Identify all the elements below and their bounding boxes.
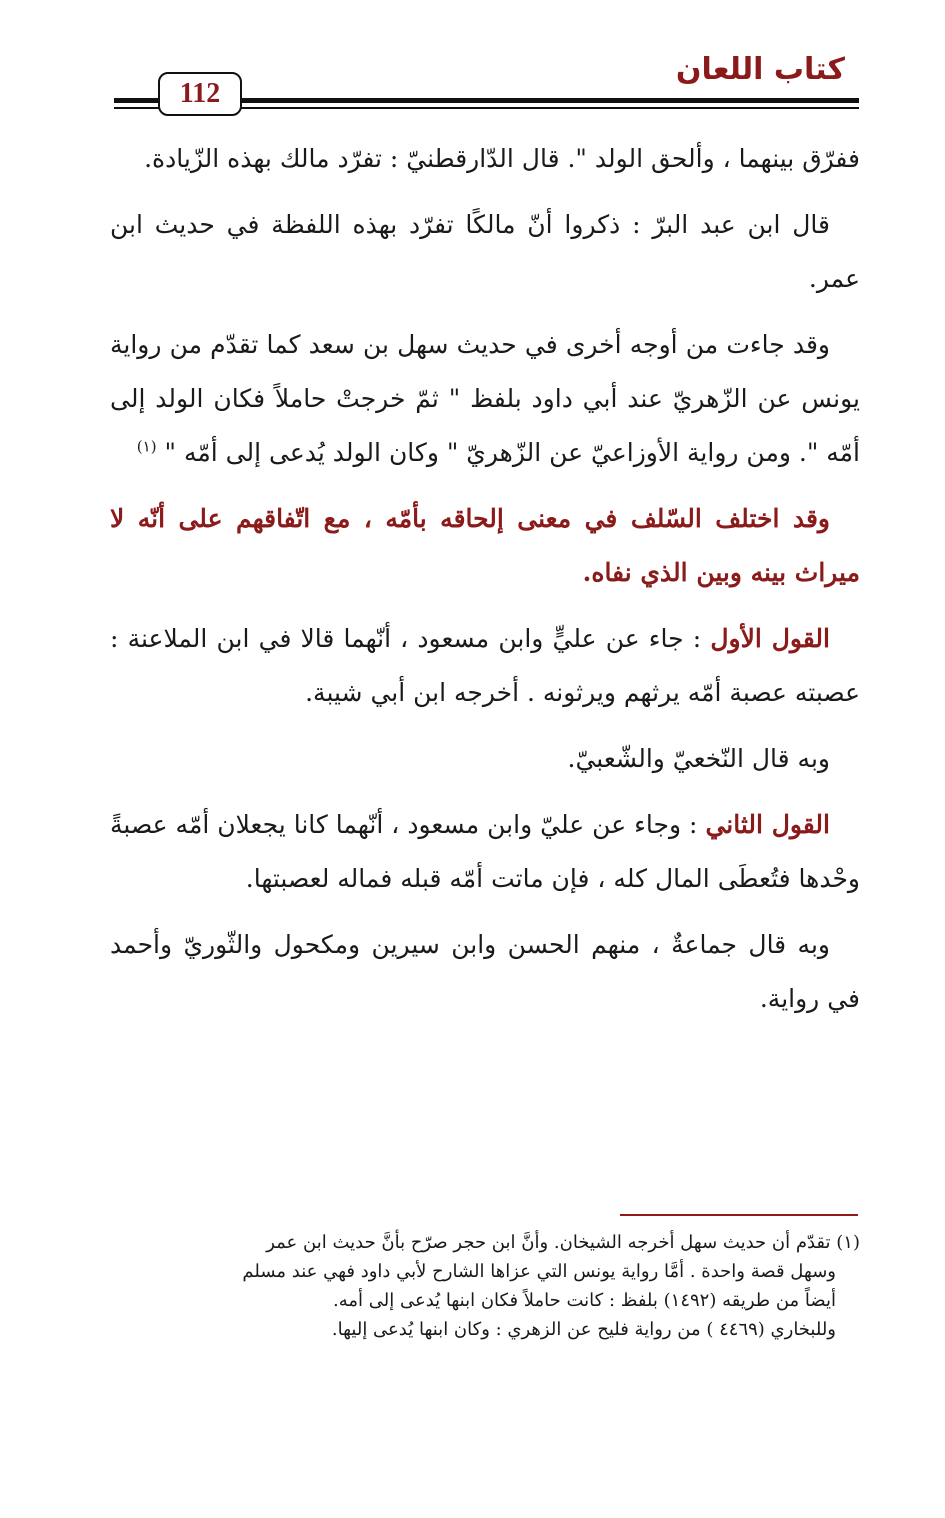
paragraph-3 <box>110 318 860 480</box>
first-opinion-heading: القول الأول <box>710 624 830 653</box>
paragraph-2: قال ابن عبد البرّ : ذكروا أنّ مالكًا تفرّد بهذه اللفظة في حديث ابن عمر. <box>110 210 860 293</box>
second-opinion-text: : وجاء عن عليّ وابن مسعود ، أنّهما كانا يجعلان أمّه عصبةً وحْدها فتُعطَى المال كله ، فإن ماتت أمّه قبله فماله لعصبتها. <box>110 810 860 893</box>
paragraph-4-highlight: وقد اختلف السّلف في معنى إلحاقه بأمّه ، مع اتّفاقهم على أنّه لا ميراث بينه وبين الذي نفاه. <box>110 504 860 587</box>
footnote-reference[interactable]: (١) <box>136 437 157 456</box>
page-number: 112 <box>158 72 242 116</box>
first-opinion-text: : جاء عن عليٍّ وابن مسعود ، أنّهما قالا في ابن الملاعنة : عصبته عصبة أمّه يرثهم ويرثونه . أخرجه ابن أبي شيبة. <box>110 624 860 707</box>
paragraph-5 <box>110 612 860 720</box>
main-text <box>110 132 860 1038</box>
footnote-separator <box>620 1214 858 1216</box>
second-opinion-heading: القول الثاني <box>705 810 830 839</box>
paragraph-1: ففرّق بينهما ، وألحق الولد ". قال الدّارقطنيّ : تفرّد مالك بهذه الزّيادة. <box>144 144 860 173</box>
chapter-title: كتاب اللعان <box>675 52 845 87</box>
footnote-1-line-1: (١) تقدّم أن حديث سهل أخرجه الشيخان. وأنَّ ابن حجر صرّح بأنَّ حديث ابن عمر <box>266 1232 860 1253</box>
footnote-1-line-4: وللبخاري (٤٤٦٩ ) من رواية فليح عن الزهري : وكان ابنها يُدعى إليها. <box>331 1319 836 1340</box>
paragraph-6: وبه قال النّخعيّ والشّعبيّ. <box>567 744 830 773</box>
paragraph-8: وبه قال جماعةٌ ، منهم الحسن وابن سيرين ومكحول والثّوريّ وأحمد في رواية. <box>110 930 860 1013</box>
footnote-1-line-3: أيضاً من طريقه (١٤٩٢) بلفظ : كانت حاملاً فكان ابنها يُدعى إلى أمه. <box>333 1290 836 1311</box>
footnotes <box>110 1228 860 1344</box>
footnote-1-line-2: وسهل قصة واحدة . أمَّا رواية يونس التي عزاها الشارح لأبي داود فهي عند مسلم <box>242 1261 836 1282</box>
paragraph-7 <box>110 798 860 906</box>
paragraph-3-text: وقد جاءت من أوجه أخرى في حديث سهل بن سعد كما تقدّم من رواية يونس عن الزّهريّ عند أبي داود بلفظ " ثمّ خرجتْ حاملاً فكان الولد إلى أمّه ". ومن رواية الأوزاعيّ عن الزّهريّ " وكان الولد يُدعى إلى أمّه " <box>110 330 860 467</box>
page-header <box>0 0 945 120</box>
